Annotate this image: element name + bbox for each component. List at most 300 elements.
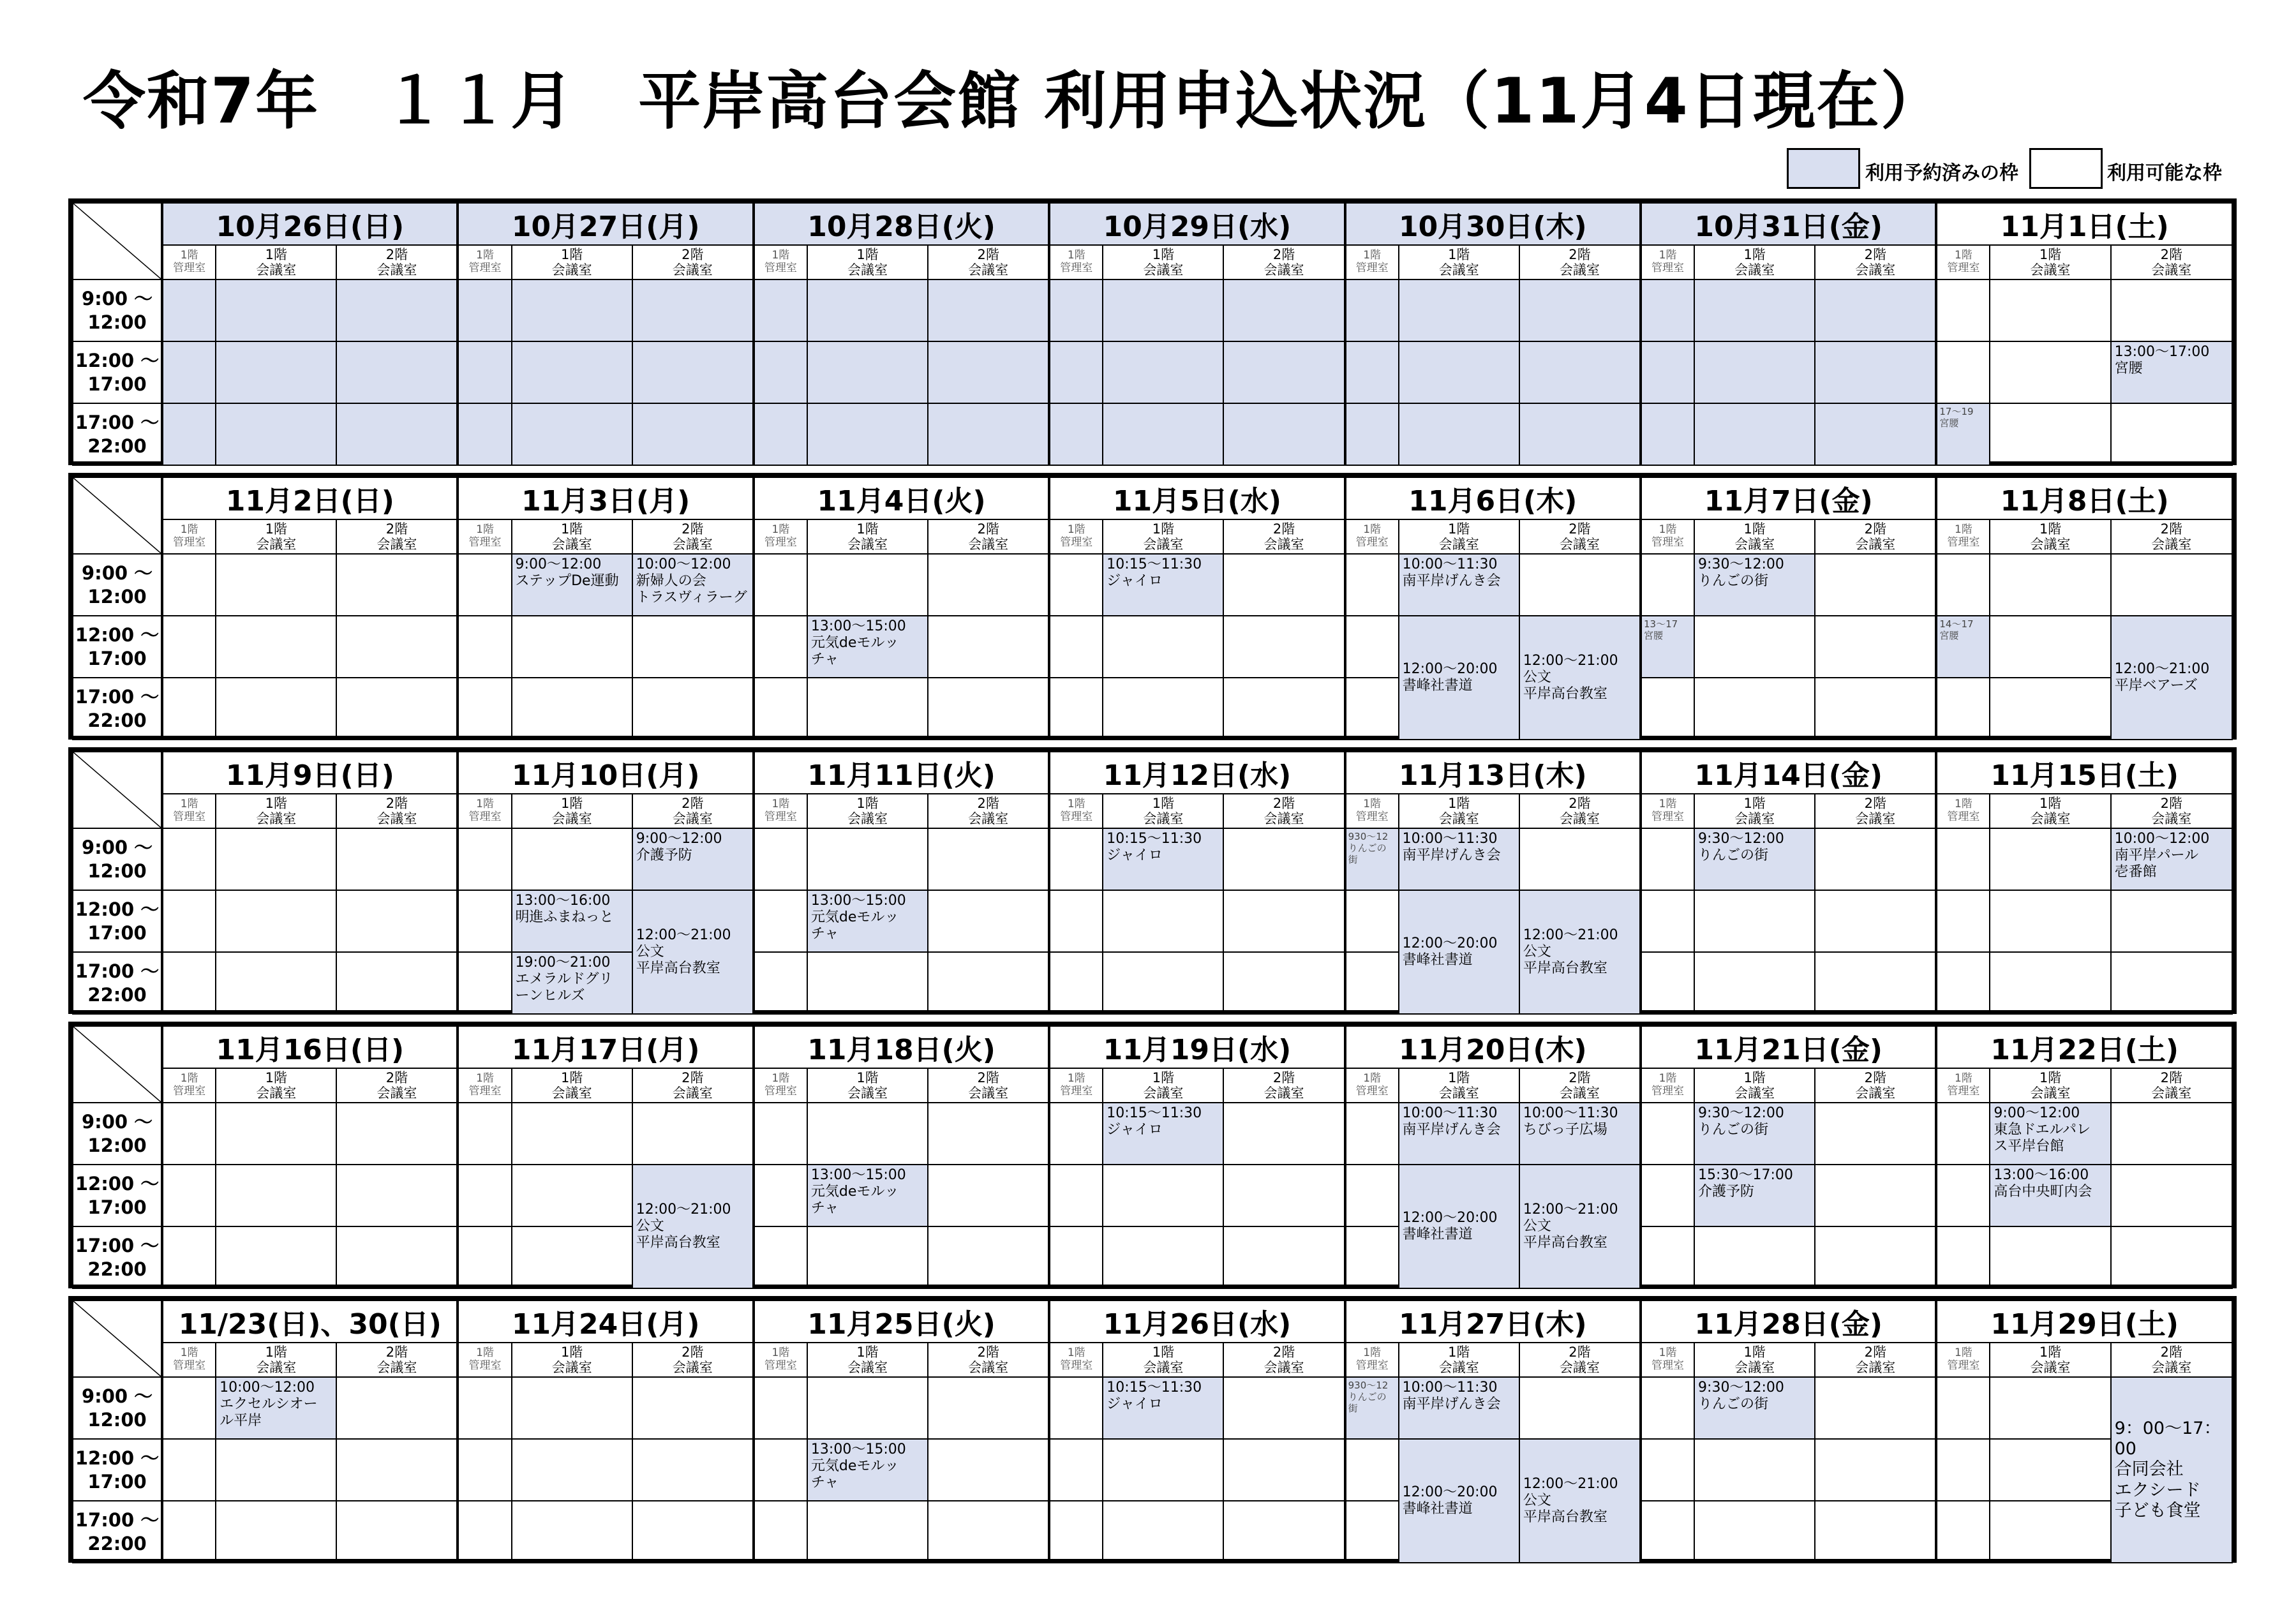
slot-cell[interactable] (1049, 616, 1103, 678)
slot-cell[interactable] (1694, 341, 1815, 403)
slot-cell[interactable] (2111, 1226, 2232, 1288)
slot-cell[interactable] (336, 1501, 458, 1563)
slot-cell[interactable] (2111, 403, 2232, 465)
slot-cell[interactable] (1223, 952, 1345, 1014)
booking-cell[interactable] (1399, 1377, 1519, 1439)
slot-cell[interactable] (216, 616, 336, 678)
slot-cell[interactable] (1399, 403, 1519, 465)
slot-cell[interactable] (2111, 279, 2232, 341)
slot-cell[interactable] (1936, 1501, 1990, 1563)
slot-cell[interactable] (162, 1165, 216, 1226)
slot-cell[interactable] (1049, 1439, 1103, 1501)
slot-cell[interactable] (336, 890, 458, 952)
slot-cell[interactable] (512, 1439, 632, 1501)
slot-cell[interactable] (632, 341, 754, 403)
slot-cell[interactable] (1223, 279, 1345, 341)
slot-cell[interactable] (1936, 1103, 1990, 1165)
booking-cell[interactable] (1399, 1439, 1519, 1563)
slot-cell[interactable] (1641, 403, 1694, 465)
slot-cell[interactable] (1936, 1165, 1990, 1226)
slot-cell[interactable] (1519, 341, 1641, 403)
slot-cell[interactable] (1936, 890, 1990, 952)
slot-cell[interactable] (1345, 1165, 1399, 1226)
slot-cell[interactable] (1345, 279, 1399, 341)
slot-cell[interactable] (928, 341, 1049, 403)
slot-cell[interactable] (754, 1439, 807, 1501)
slot-cell[interactable] (632, 403, 754, 465)
slot-cell[interactable] (336, 828, 458, 890)
slot-cell[interactable] (928, 1103, 1049, 1165)
slot-cell[interactable] (512, 678, 632, 740)
slot-cell[interactable] (807, 828, 928, 890)
slot-cell[interactable] (1049, 890, 1103, 952)
slot-cell[interactable] (1815, 554, 1936, 616)
slot-cell[interactable] (807, 1103, 928, 1165)
booking-cell[interactable] (632, 890, 754, 1014)
slot-cell[interactable] (1345, 403, 1399, 465)
slot-cell[interactable] (1694, 952, 1815, 1014)
booking-cell[interactable] (632, 1165, 754, 1288)
booking-cell[interactable] (1694, 828, 1815, 890)
slot-cell[interactable] (458, 1165, 511, 1226)
slot-cell[interactable] (512, 1165, 632, 1226)
slot-cell[interactable] (807, 554, 928, 616)
slot-cell[interactable] (928, 403, 1049, 465)
slot-cell[interactable] (336, 403, 458, 465)
slot-cell[interactable] (1103, 1226, 1223, 1288)
slot-cell[interactable] (1936, 952, 1990, 1014)
slot-cell[interactable] (754, 1103, 807, 1165)
slot-cell[interactable] (807, 403, 928, 465)
booking-cell[interactable] (1694, 1165, 1815, 1226)
slot-cell[interactable] (928, 1377, 1049, 1439)
slot-cell[interactable] (1049, 1165, 1103, 1226)
slot-cell[interactable] (216, 403, 336, 465)
booking-cell[interactable] (1694, 1377, 1815, 1439)
booking-cell[interactable] (1990, 1165, 2110, 1226)
slot-cell[interactable] (1990, 890, 2110, 952)
slot-cell[interactable] (216, 1501, 336, 1563)
slot-cell[interactable] (458, 890, 511, 952)
slot-cell[interactable] (1345, 1439, 1399, 1501)
booking-cell[interactable] (1103, 1103, 1223, 1165)
slot-cell[interactable] (162, 616, 216, 678)
slot-cell[interactable] (512, 279, 632, 341)
slot-cell[interactable] (928, 828, 1049, 890)
slot-cell[interactable] (807, 1226, 928, 1288)
slot-cell[interactable] (1223, 1103, 1345, 1165)
slot-cell[interactable] (512, 341, 632, 403)
booking-cell[interactable] (1399, 1165, 1519, 1288)
slot-cell[interactable] (632, 1501, 754, 1563)
slot-cell[interactable] (1694, 1439, 1815, 1501)
slot-cell[interactable] (336, 279, 458, 341)
booking-cell[interactable] (1694, 1103, 1815, 1165)
booking-cell[interactable] (2111, 341, 2232, 403)
slot-cell[interactable] (458, 341, 511, 403)
slot-cell[interactable] (928, 952, 1049, 1014)
slot-cell[interactable] (162, 1226, 216, 1288)
slot-cell[interactable] (1815, 279, 1936, 341)
slot-cell[interactable] (1641, 554, 1694, 616)
slot-cell[interactable] (1641, 952, 1694, 1014)
slot-cell[interactable] (2111, 554, 2232, 616)
slot-cell[interactable] (1049, 1377, 1103, 1439)
slot-cell[interactable] (336, 554, 458, 616)
slot-cell[interactable] (1990, 1439, 2110, 1501)
slot-cell[interactable] (458, 678, 511, 740)
slot-cell[interactable] (928, 554, 1049, 616)
slot-cell[interactable] (754, 279, 807, 341)
slot-cell[interactable] (928, 890, 1049, 952)
slot-cell[interactable] (1990, 341, 2110, 403)
slot-cell[interactable] (1641, 279, 1694, 341)
slot-cell[interactable] (1223, 1377, 1345, 1439)
slot-cell[interactable] (928, 1439, 1049, 1501)
slot-cell[interactable] (1641, 1439, 1694, 1501)
slot-cell[interactable] (1990, 1377, 2110, 1439)
slot-cell[interactable] (1345, 616, 1399, 678)
slot-cell[interactable] (754, 403, 807, 465)
booking-cell[interactable] (807, 616, 928, 678)
slot-cell[interactable] (1815, 1439, 1936, 1501)
slot-cell[interactable] (1815, 403, 1936, 465)
slot-cell[interactable] (928, 1501, 1049, 1563)
slot-cell[interactable] (458, 1501, 511, 1563)
slot-cell[interactable] (1345, 952, 1399, 1014)
slot-cell[interactable] (1103, 341, 1223, 403)
slot-cell[interactable] (1103, 678, 1223, 740)
slot-cell[interactable] (512, 1103, 632, 1165)
slot-cell[interactable] (1815, 952, 1936, 1014)
slot-cell[interactable] (1936, 1439, 1990, 1501)
slot-cell[interactable] (1049, 678, 1103, 740)
slot-cell[interactable] (512, 1501, 632, 1563)
slot-cell[interactable] (216, 952, 336, 1014)
slot-cell[interactable] (1049, 341, 1103, 403)
slot-cell[interactable] (1519, 279, 1641, 341)
slot-cell[interactable] (216, 1103, 336, 1165)
slot-cell[interactable] (162, 341, 216, 403)
booking-cell[interactable] (1399, 890, 1519, 1014)
slot-cell[interactable] (512, 616, 632, 678)
slot-cell[interactable] (216, 678, 336, 740)
slot-cell[interactable] (1223, 1226, 1345, 1288)
slot-cell[interactable] (1519, 403, 1641, 465)
slot-cell[interactable] (162, 554, 216, 616)
slot-cell[interactable] (754, 678, 807, 740)
slot-cell[interactable] (1223, 678, 1345, 740)
slot-cell[interactable] (1223, 890, 1345, 952)
slot-cell[interactable] (458, 554, 511, 616)
slot-cell[interactable] (216, 279, 336, 341)
slot-cell[interactable] (162, 279, 216, 341)
slot-cell[interactable] (1815, 1377, 1936, 1439)
slot-cell[interactable] (1049, 279, 1103, 341)
slot-cell[interactable] (1103, 616, 1223, 678)
slot-cell[interactable] (162, 828, 216, 890)
slot-cell[interactable] (754, 1501, 807, 1563)
slot-cell[interactable] (632, 1103, 754, 1165)
slot-cell[interactable] (336, 616, 458, 678)
slot-cell[interactable] (1936, 554, 1990, 616)
slot-cell[interactable] (1694, 403, 1815, 465)
slot-cell[interactable] (754, 341, 807, 403)
booking-cell[interactable] (1399, 554, 1519, 616)
slot-cell[interactable] (336, 1377, 458, 1439)
slot-cell[interactable] (1345, 1226, 1399, 1288)
slot-cell[interactable] (807, 279, 928, 341)
slot-cell[interactable] (458, 1439, 511, 1501)
booking-cell[interactable] (1103, 828, 1223, 890)
slot-cell[interactable] (1936, 341, 1990, 403)
slot-cell[interactable] (1049, 1226, 1103, 1288)
slot-cell[interactable] (1694, 1226, 1815, 1288)
slot-cell[interactable] (162, 678, 216, 740)
slot-cell[interactable] (216, 1439, 336, 1501)
booking-cell[interactable] (512, 952, 632, 1014)
slot-cell[interactable] (1936, 828, 1990, 890)
slot-cell[interactable] (1223, 403, 1345, 465)
slot-cell[interactable] (1990, 952, 2110, 1014)
booking-cell[interactable] (1519, 616, 1641, 740)
slot-cell[interactable] (162, 890, 216, 952)
booking-cell[interactable] (512, 554, 632, 616)
slot-cell[interactable] (1519, 554, 1641, 616)
slot-cell[interactable] (928, 616, 1049, 678)
slot-cell[interactable] (1815, 678, 1936, 740)
slot-cell[interactable] (1990, 1501, 2110, 1563)
slot-cell[interactable] (1345, 890, 1399, 952)
slot-cell[interactable] (512, 828, 632, 890)
booking-cell[interactable] (1519, 1439, 1641, 1563)
slot-cell[interactable] (162, 1103, 216, 1165)
slot-cell[interactable] (1519, 1377, 1641, 1439)
slot-cell[interactable] (632, 616, 754, 678)
slot-cell[interactable] (1223, 341, 1345, 403)
slot-cell[interactable] (458, 828, 511, 890)
slot-cell[interactable] (1815, 1226, 1936, 1288)
slot-cell[interactable] (458, 1377, 511, 1439)
booking-cell[interactable] (632, 554, 754, 616)
slot-cell[interactable] (458, 952, 511, 1014)
slot-cell[interactable] (807, 1501, 928, 1563)
slot-cell[interactable] (928, 279, 1049, 341)
slot-cell[interactable] (1936, 1377, 1990, 1439)
slot-cell[interactable] (162, 1439, 216, 1501)
slot-cell[interactable] (754, 828, 807, 890)
slot-cell[interactable] (1694, 890, 1815, 952)
slot-cell[interactable] (1103, 890, 1223, 952)
slot-cell[interactable] (1641, 1103, 1694, 1165)
slot-cell[interactable] (1641, 341, 1694, 403)
slot-cell[interactable] (512, 1226, 632, 1288)
slot-cell[interactable] (1049, 828, 1103, 890)
slot-cell[interactable] (512, 1377, 632, 1439)
slot-cell[interactable] (928, 1226, 1049, 1288)
slot-cell[interactable] (632, 678, 754, 740)
slot-cell[interactable] (1641, 1226, 1694, 1288)
booking-cell[interactable] (2111, 616, 2232, 740)
slot-cell[interactable] (458, 1226, 511, 1288)
slot-cell[interactable] (1345, 341, 1399, 403)
slot-cell[interactable] (2111, 1165, 2232, 1226)
slot-cell[interactable] (632, 1439, 754, 1501)
slot-cell[interactable] (458, 616, 511, 678)
slot-cell[interactable] (162, 1501, 216, 1563)
booking-cell[interactable] (2111, 828, 2232, 890)
booking-cell[interactable] (1519, 890, 1641, 1014)
slot-cell[interactable] (1641, 1165, 1694, 1226)
slot-cell[interactable] (1990, 1226, 2110, 1288)
slot-cell[interactable] (1815, 1501, 1936, 1563)
slot-cell[interactable] (216, 890, 336, 952)
booking-cell[interactable] (512, 890, 632, 952)
slot-cell[interactable] (1641, 890, 1694, 952)
slot-cell[interactable] (1399, 341, 1519, 403)
slot-cell[interactable] (928, 1165, 1049, 1226)
slot-cell[interactable] (336, 1165, 458, 1226)
slot-cell[interactable] (632, 279, 754, 341)
slot-cell[interactable] (336, 1103, 458, 1165)
slot-cell[interactable] (336, 952, 458, 1014)
booking-cell[interactable] (807, 1165, 928, 1226)
slot-cell[interactable] (162, 1377, 216, 1439)
booking-cell[interactable] (1399, 616, 1519, 740)
slot-cell[interactable] (2111, 890, 2232, 952)
slot-cell[interactable] (754, 890, 807, 952)
slot-cell[interactable] (1936, 279, 1990, 341)
slot-cell[interactable] (2111, 952, 2232, 1014)
slot-cell[interactable] (1345, 678, 1399, 740)
slot-cell[interactable] (1519, 828, 1641, 890)
booking-cell[interactable] (632, 828, 754, 890)
slot-cell[interactable] (1815, 890, 1936, 952)
slot-cell[interactable] (458, 1103, 511, 1165)
slot-cell[interactable] (1990, 828, 2110, 890)
slot-cell[interactable] (1641, 678, 1694, 740)
slot-cell[interactable] (754, 952, 807, 1014)
booking-cell[interactable] (1936, 403, 1990, 465)
slot-cell[interactable] (1223, 1165, 1345, 1226)
slot-cell[interactable] (754, 1165, 807, 1226)
slot-cell[interactable] (1815, 1103, 1936, 1165)
slot-cell[interactable] (216, 1226, 336, 1288)
slot-cell[interactable] (1103, 952, 1223, 1014)
slot-cell[interactable] (1049, 554, 1103, 616)
slot-cell[interactable] (807, 678, 928, 740)
booking-cell[interactable] (1936, 616, 1990, 678)
slot-cell[interactable] (1815, 616, 1936, 678)
slot-cell[interactable] (1694, 616, 1815, 678)
slot-cell[interactable] (1641, 828, 1694, 890)
slot-cell[interactable] (1345, 1103, 1399, 1165)
slot-cell[interactable] (754, 554, 807, 616)
slot-cell[interactable] (1345, 554, 1399, 616)
slot-cell[interactable] (1936, 678, 1990, 740)
slot-cell[interactable] (512, 403, 632, 465)
booking-cell[interactable] (1694, 554, 1815, 616)
booking-cell[interactable] (1345, 828, 1399, 890)
slot-cell[interactable] (807, 341, 928, 403)
slot-cell[interactable] (1103, 1439, 1223, 1501)
slot-cell[interactable] (928, 678, 1049, 740)
booking-cell[interactable] (1519, 1103, 1641, 1165)
slot-cell[interactable] (807, 1377, 928, 1439)
slot-cell[interactable] (1223, 1439, 1345, 1501)
slot-cell[interactable] (1103, 1501, 1223, 1563)
slot-cell[interactable] (216, 1165, 336, 1226)
slot-cell[interactable] (1103, 279, 1223, 341)
booking-cell[interactable] (1103, 1377, 1223, 1439)
slot-cell[interactable] (1049, 1501, 1103, 1563)
slot-cell[interactable] (754, 1226, 807, 1288)
slot-cell[interactable] (162, 403, 216, 465)
slot-cell[interactable] (162, 952, 216, 1014)
slot-cell[interactable] (216, 341, 336, 403)
booking-cell[interactable] (1345, 1377, 1399, 1439)
slot-cell[interactable] (1223, 616, 1345, 678)
slot-cell[interactable] (1399, 279, 1519, 341)
slot-cell[interactable] (1815, 1165, 1936, 1226)
booking-cell[interactable] (1519, 1165, 1641, 1288)
booking-cell[interactable] (1641, 616, 1694, 678)
slot-cell[interactable] (1815, 341, 1936, 403)
slot-cell[interactable] (632, 1377, 754, 1439)
slot-cell[interactable] (1103, 1165, 1223, 1226)
slot-cell[interactable] (1694, 279, 1815, 341)
booking-cell[interactable] (1399, 828, 1519, 890)
slot-cell[interactable] (1990, 678, 2110, 740)
slot-cell[interactable] (1223, 554, 1345, 616)
slot-cell[interactable] (2111, 1103, 2232, 1165)
slot-cell[interactable] (1345, 1501, 1399, 1563)
booking-cell[interactable] (1990, 1103, 2110, 1165)
booking-cell[interactable] (807, 890, 928, 952)
slot-cell[interactable] (1103, 403, 1223, 465)
slot-cell[interactable] (216, 554, 336, 616)
slot-cell[interactable] (1694, 678, 1815, 740)
slot-cell[interactable] (1049, 1103, 1103, 1165)
booking-cell[interactable] (1399, 1103, 1519, 1165)
slot-cell[interactable] (1815, 828, 1936, 890)
slot-cell[interactable] (1641, 1501, 1694, 1563)
slot-cell[interactable] (1049, 952, 1103, 1014)
slot-cell[interactable] (754, 1377, 807, 1439)
booking-cell[interactable] (216, 1377, 336, 1439)
slot-cell[interactable] (336, 1226, 458, 1288)
slot-cell[interactable] (458, 279, 511, 341)
slot-cell[interactable] (1990, 403, 2110, 465)
slot-cell[interactable] (1223, 1501, 1345, 1563)
slot-cell[interactable] (1223, 828, 1345, 890)
slot-cell[interactable] (807, 952, 928, 1014)
slot-cell[interactable] (754, 616, 807, 678)
slot-cell[interactable] (336, 678, 458, 740)
slot-cell[interactable] (216, 828, 336, 890)
slot-cell[interactable] (1990, 554, 2110, 616)
slot-cell[interactable] (336, 341, 458, 403)
slot-cell[interactable] (1694, 1501, 1815, 1563)
booking-cell[interactable] (2111, 1377, 2232, 1563)
booking-cell[interactable] (1103, 554, 1223, 616)
slot-cell[interactable] (1990, 616, 2110, 678)
slot-cell[interactable] (1990, 279, 2110, 341)
slot-cell[interactable] (1049, 403, 1103, 465)
slot-cell[interactable] (458, 403, 511, 465)
slot-cell[interactable] (1641, 1377, 1694, 1439)
booking-cell[interactable] (807, 1439, 928, 1501)
